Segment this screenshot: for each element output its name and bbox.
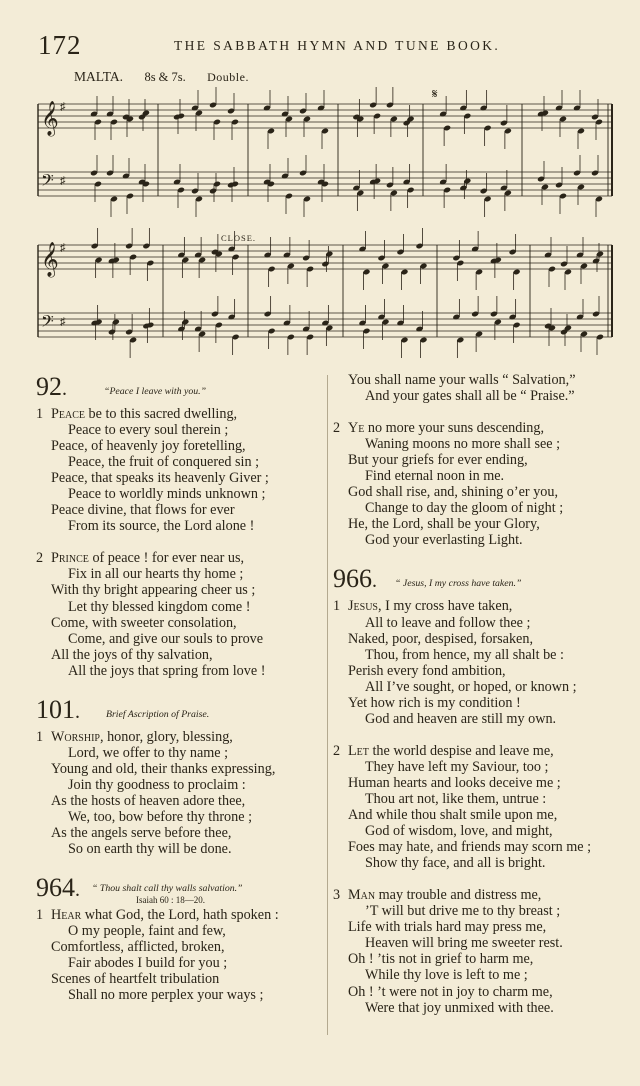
verse-line: 1 Worship, honor, glory, blessing,: [36, 728, 233, 745]
tune-name: MALTA.: [74, 69, 124, 84]
right-column: [333, 372, 619, 1032]
verse-line: All the joys that spring from love !: [68, 662, 266, 679]
verse-line: And while thou shalt smile upon me,: [348, 807, 558, 824]
segno-icon: 𝄋: [432, 87, 438, 102]
verse-line: God shall rise, and, shining o’er you,: [348, 484, 559, 501]
verse-line: Change to day the gloom of night ;: [365, 500, 564, 517]
verse-line: Find eternal noon in me.: [365, 468, 505, 485]
verse-line: Oh ! ’t were not in joy to charm me,: [348, 983, 553, 1000]
column-divider: [327, 375, 328, 1035]
verse-line: Heaven will bring me sweeter rest.: [365, 935, 563, 952]
verse-line: Oh ! ’tis not in grief to harm me,: [348, 951, 534, 968]
stanza: [36, 907, 326, 1003]
verse-line: Thou art not, like them, untrue :: [365, 790, 547, 807]
hymn-header: [36, 372, 326, 406]
hymn-number: 966.: [333, 564, 377, 594]
verse-line: Fix in all our hearts thy home ;: [68, 566, 244, 583]
stanza: [36, 406, 326, 534]
verse-line: Naked, poor, despised, forsaken,: [348, 630, 533, 647]
verse-line: All the joys of thy salvation,: [51, 646, 213, 663]
verse-line: While thy love is left to me ;: [365, 967, 528, 984]
stanza-number: 1: [36, 907, 44, 924]
verse-line: As the hosts of heaven adore thee,: [51, 792, 246, 809]
verse-line: Peace to worldly minds unknown ;: [68, 486, 266, 503]
verse-line: Lord, we offer to thy name ;: [68, 744, 229, 761]
verse-line: 3 Man may trouble and distress me,: [333, 887, 542, 904]
verse-line: Peace divine, that flows for ever: [51, 502, 235, 519]
verse-line: God and heaven are still my own.: [365, 710, 557, 727]
stanza-number: 1: [333, 598, 341, 615]
stanza-number: 2: [333, 420, 341, 437]
scripture-reference: Isaiah 60 : 18—20.: [136, 895, 205, 906]
verse-line: All I’ve sought, or hoped, or known ;: [365, 678, 577, 695]
verse-line: Yet how rich is my condition !: [348, 694, 521, 711]
verse-line: Peace to every soul therein ;: [68, 422, 229, 439]
verse-line: 1 Jesus, I my cross have taken,: [333, 598, 513, 615]
stanza: [333, 887, 619, 1015]
verse-line: Waning moons no more shall see ;: [365, 436, 561, 453]
music-score: [0, 0, 640, 372]
stanza: [36, 550, 326, 678]
page-number: 172: [38, 30, 82, 60]
sharp-icon: ♯: [60, 242, 66, 254]
stanza: [333, 420, 619, 548]
verse-line: And your gates shall all be “ Praise.”: [365, 388, 575, 405]
stanza-number: 1: [36, 406, 44, 422]
verse-line: 2 Ye no more your suns descending,: [333, 420, 545, 437]
stanza: [36, 729, 326, 857]
verse-line: 2 Prince of peace ! for ever near us,: [36, 550, 245, 567]
verse-line: Join thy goodness to proclaim :: [68, 776, 246, 793]
running-title: THE SABBATH HYMN AND TUNE BOOK.: [174, 38, 501, 53]
hymn-number: 92.: [36, 372, 67, 401]
verse-line: Perish every fond ambition,: [348, 662, 506, 679]
hymn-92: [36, 372, 326, 679]
hymn-title: “ Thou shalt call thy walls salvation.”: [92, 883, 243, 895]
verse-line: You shall name your walls “ Salvation,”: [348, 372, 576, 388]
close-label: CLOSE.: [221, 233, 257, 243]
stanza-number: 2: [36, 550, 44, 567]
verse-line: We, too, bow before thy throne ;: [68, 808, 253, 825]
hymn-number: 964.: [36, 873, 80, 903]
verse-line: Peace, the fruit of conquered sin ;: [68, 454, 260, 471]
hymn-header: [36, 695, 326, 729]
verse-line: Come, with sweeter consolation,: [51, 614, 237, 631]
verse-line: From its source, the Lord alone !: [68, 518, 255, 535]
verse-line: Scenes of heartfelt tribulation: [51, 971, 220, 988]
verse-line: Peace, that speaks its heavenly Giver ;: [51, 470, 269, 487]
verse-line: Come, and give our souls to prove: [68, 630, 264, 647]
verse-line: They have left my Saviour, too ;: [365, 758, 549, 775]
hymn-title: “ Jesus, I my cross have taken.”: [395, 578, 522, 590]
verse-line: But your griefs for ever ending,: [348, 452, 528, 469]
verse-line: Foes may hate, and friends may scorn me ;: [348, 839, 592, 856]
stanza-number: 3: [333, 887, 341, 904]
hymn-title: Brief Ascription of Praise.: [106, 708, 210, 720]
hymn-964: [36, 873, 326, 1003]
verse-line: He, the Lord, shall be your Glory,: [348, 516, 540, 533]
stanza-number: 1: [36, 728, 44, 745]
bass-clef-icon: 𝄢: [41, 311, 54, 335]
verse-line: 1 Peace be to this sacred dwelling,: [36, 406, 238, 422]
verse-line: God your everlasting Light.: [365, 532, 523, 549]
verse-line: As the angels serve before thee,: [51, 825, 232, 842]
verse-line: All to leave and follow thee ;: [365, 614, 531, 631]
verse-line: Thou, from hence, my all shalt be :: [365, 646, 564, 663]
verse-line: O my people, faint and few,: [68, 923, 226, 940]
verse-line: ’T will but drive me to thy breast ;: [365, 903, 561, 920]
verse-line: Show thy face, and all is bright.: [365, 855, 546, 872]
treble-clef-icon: 𝄞: [41, 101, 59, 136]
verse-line: With thy bright appearing cheer us ;: [51, 582, 256, 599]
sharp-icon: ♯: [60, 175, 66, 187]
hymn-number: 101.: [36, 694, 80, 724]
left-column: [36, 372, 326, 1019]
tune-style: Double.: [207, 70, 249, 84]
verse-line: 1 Hear what God, the Lord, hath spoken :: [36, 907, 279, 924]
bass-clef-icon: 𝄢: [41, 170, 54, 194]
verse-line: Were that joy unmixed with thee.: [365, 999, 554, 1016]
stanza: [333, 743, 619, 871]
hymn-title: “Peace I leave with you.”: [104, 386, 207, 397]
verse-line: Let thy blessed kingdom come !: [68, 598, 251, 615]
verse-line: Young and old, their thanks expressing,: [51, 760, 276, 777]
verse-line: Peace, of heavenly joy foretelling,: [51, 438, 246, 455]
treble-clef-icon: 𝄞: [41, 242, 59, 277]
verse-line: 2 Let the world despise and leave me,: [333, 742, 554, 759]
verse-line: Human hearts and looks deceive me ;: [348, 774, 561, 791]
verse-line: Shall no more perplex your ways ;: [68, 987, 264, 1004]
tune-meter: 8s & 7s.: [144, 70, 186, 84]
verse-line: Life with trials hard may press me,: [348, 919, 547, 936]
hymn-header: [36, 873, 326, 907]
sharp-icon: ♯: [60, 101, 66, 113]
hymn-101: [36, 695, 326, 857]
hymn-966: [333, 564, 619, 1015]
verse-line: God of wisdom, love, and might,: [365, 823, 553, 840]
verse-line: Fair abodes I build for you ;: [68, 955, 228, 972]
sharp-icon: ♯: [60, 316, 66, 328]
stanza-number: 2: [333, 742, 341, 759]
verse-line: Comfortless, afflicted, broken,: [51, 939, 225, 956]
stanza-continuation: [333, 372, 619, 404]
verse-line: So on earth thy will be done.: [68, 841, 232, 858]
hymn-header: [333, 564, 619, 598]
stanza: [333, 598, 619, 726]
